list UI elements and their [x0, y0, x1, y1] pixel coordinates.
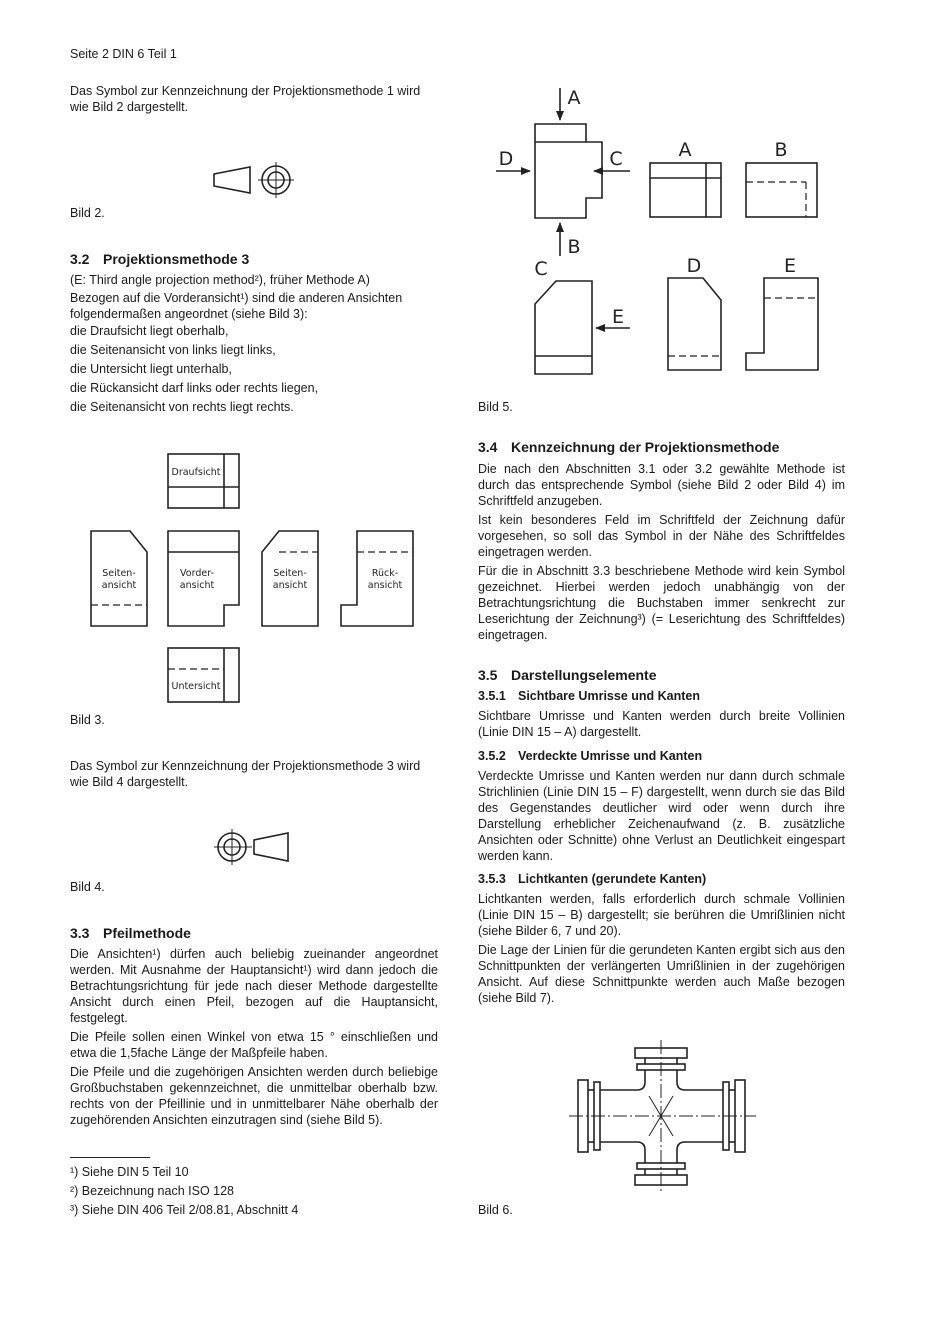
s32-line-6: die Rückansicht darf links oder rechts liegen, [70, 381, 319, 395]
section-3-5-3-body [478, 891, 845, 1006]
caption-bild6: Bild 6. [478, 1203, 513, 1217]
s34-paragraph-2: Ist kein besonderes Feld im Schriftfeld der Zeichnung dafür vorgesehen, so soll das Symbol in der Nähe des Schriftfeldes eingetragen werden. [478, 513, 845, 559]
intro-paragraph-method1: Das Symbol zur Kennzeichnung der Projektionsmethode 1 wird wie Bild 2 dargestellt. [70, 84, 421, 114]
view-c-shape [535, 281, 592, 374]
caption-bild4: Bild 4. [70, 880, 105, 894]
draufsicht-box [168, 454, 239, 508]
footnote-divider [70, 1157, 150, 1158]
s32-line-4: die Seitenansicht von links liegt links, [70, 343, 276, 357]
view-e-shape [746, 278, 818, 370]
letter-a-arrow: A [567, 87, 581, 109]
s33-paragraph-2: Die Pfeile sollen einen Winkel von etwa 15 ° einschließen und etwa die 1,5fache Länge der Maßpfeile haben. [70, 1030, 438, 1060]
letter-b-view: B [774, 139, 788, 161]
letter-a-view: A [678, 139, 692, 161]
figure-bild6-cross-fitting [565, 1038, 760, 1193]
letter-d-arrow: D [498, 148, 514, 170]
letter-b-arrow: B [567, 236, 581, 258]
footnote-2: ²) Bezeichnung nach ISO 128 [70, 1184, 234, 1198]
label-untersicht: Untersicht [171, 681, 221, 692]
section-3-3-body [70, 946, 438, 1128]
s32-line-7: die Seitenansicht von rechts liegt rechts. [70, 400, 294, 414]
s33-paragraph-1: Die Ansichten¹) dürfen auch beliebig zueinander angeordnet werden. Mit Ausnahme der Hauptansicht¹) wird dann jedoch die Betrachtungsrichtung für jede nach dieser Methode dargestellte Ansicht durch einen Pfeil, bezogen auf die Hauptansicht, festgelegt. [70, 947, 438, 1025]
heading-3-5-1-number: 3.5.1 [478, 689, 506, 703]
main-view-shape [535, 124, 602, 218]
s32-line-3: die Draufsicht liegt oberhalb, [70, 324, 229, 338]
s32-line-2: Bezogen auf die Vorderansicht¹) sind die anderen Ansichten folgendermaßen angeordnet (siehe Bild 3): [70, 291, 403, 321]
label-ansicht-right: ansicht [272, 580, 308, 591]
heading-3-5-number: 3.5 [478, 667, 498, 683]
label-seiten-left: Seiten- [102, 568, 136, 579]
heading-3-5-1-title: Sichtbare Umrisse und Kanten [518, 689, 700, 703]
page-header: Seite 2 DIN 6 Teil 1 [70, 47, 177, 61]
intro-paragraph-method3: Das Symbol zur Kennzeichnung der Projektionsmethode 3 wird wie Bild 4 dargestellt. [70, 759, 421, 789]
heading-3-2 [70, 251, 249, 267]
letter-e-view: E [783, 255, 797, 277]
label-draufsicht: Draufsicht [171, 467, 221, 478]
letter-c-arrow: C [609, 148, 623, 170]
label-ansicht-left: ansicht [101, 580, 137, 591]
projection-method-3-symbol [212, 826, 292, 868]
heading-3-5 [478, 667, 657, 683]
s34-paragraph-1: Die nach den Abschnitten 3.1 oder 3.2 gewählte Methode ist durch das entsprechende Symbol (siehe Bild 2 oder Bild 4) im Schriftfeld anzugeben. [478, 462, 845, 508]
heading-3-2-title: Projektionsmethode 3 [103, 251, 250, 267]
projection-method-1-symbol [210, 160, 300, 202]
heading-3-5-2-title: Verdeckte Umrisse und Kanten [518, 749, 703, 763]
s352-paragraph: Verdeckte Umrisse und Kanten werden nur dann durch schmale Strichlinien (Linie DIN 15 – F) dargestellt, wenn durch sie das Bild des Gegenstandes deutlicher wird oder wenn durch ihre Darstellung erheblicher Zeichenaufwand (z. B. zusätzliche Ansichten oder Schnitte) ohne Verlust an Deutlichkeit eingespart werden kann. [478, 769, 845, 863]
footnote-3: ³) Siehe DIN 406 Teil 2/08.81, Abschnitt 4 [70, 1203, 299, 1217]
heading-3-5-3-title: Lichtkanten (gerundete Kanten) [518, 872, 707, 886]
s32-line-1: (E: Third angle projection method²), früher Methode A) [70, 273, 370, 287]
letter-c-view: C [534, 258, 548, 280]
cone-shape [214, 167, 250, 193]
section-3-4-body [478, 461, 845, 643]
caption-bild2: Bild 2. [70, 206, 105, 220]
s353-paragraph-1: Lichtkanten werden, falls erforderlich durch schmale Vollinien (Linie DIN 15 – B) dargestellt; sie berühren die Umrißlinien nicht (siehe Bilder 6, 7 und 20). [478, 892, 845, 938]
figure-bild3-projection-views [85, 448, 425, 710]
label-vorder-ansicht: ansicht [179, 580, 215, 591]
caption-bild3: Bild 3. [70, 713, 105, 727]
s34-paragraph-3: Für die in Abschnitt 3.3 beschriebene Methode wird kein Symbol gezeichnet. Hierbei werden jedoch unabhängig von der Betrachtungsrichtung die Buchstaben immer senkrecht zur Leserichtung der Zeichnung³) (= Leserichtung des Schriftfeldes) eingetragen. [478, 564, 845, 642]
label-rueck: Rück- [371, 568, 399, 579]
section-3-2-body [70, 271, 440, 417]
s353-paragraph-2: Die Lage der Linien für die gerundeten Kanten ergibt sich aus den Schnittpunkten der verlängerten Umrißlinien in der zugehörigen Ansicht. Auf diese Schnittpunkte werden auch Maße bezogen (siehe Bild 7). [478, 943, 845, 1005]
heading-3-4 [478, 439, 779, 455]
heading-3-3 [70, 925, 191, 941]
s33-paragraph-3: Die Pfeile und die zugehörigen Ansichten werden durch beliebige Großbuchstaben gekennzeichnet, die unmittelbar oberhalb bzw. rechts von der Pfeillinie und in unmittelbarer Nähe oberhalb der zugehörenden Ansichten einzutragen sind (siehe Bild 5). [70, 1065, 438, 1127]
heading-3-5-title: Darstellungselemente [511, 667, 657, 683]
heading-3-5-2-number: 3.5.2 [478, 749, 506, 763]
untersicht-box [168, 648, 239, 702]
heading-3-3-number: 3.3 [70, 925, 90, 941]
heading-3-5-3 [478, 872, 706, 886]
label-vorder: Vorder- [180, 568, 214, 579]
caption-bild5: Bild 5. [478, 400, 513, 414]
heading-3-5-1 [478, 689, 700, 703]
heading-3-5-3-number: 3.5.3 [478, 872, 506, 886]
view-a-box [650, 163, 721, 217]
label-rueck-ansicht: ansicht [367, 580, 403, 591]
letter-d-view: D [686, 255, 702, 277]
figure-bild5-arrow-method [488, 78, 833, 378]
cone-shape [254, 833, 288, 861]
footnote-1: ¹) Siehe DIN 5 Teil 10 [70, 1165, 189, 1179]
heading-3-4-number: 3.4 [478, 439, 498, 455]
label-seiten-right: Seiten- [273, 568, 307, 579]
heading-3-5-2 [478, 749, 702, 763]
s32-line-5: die Untersicht liegt unterhalb, [70, 362, 232, 376]
heading-3-4-title: Kennzeichnung der Projektionsmethode [511, 439, 780, 455]
heading-3-2-number: 3.2 [70, 251, 90, 267]
s351-paragraph: Sichtbare Umrisse und Kanten werden durch breite Vollinien (Linie DIN 15 – A) dargestellt. [478, 709, 845, 739]
heading-3-3-title: Pfeilmethode [103, 925, 191, 941]
letter-e-arrow: E [611, 306, 625, 328]
